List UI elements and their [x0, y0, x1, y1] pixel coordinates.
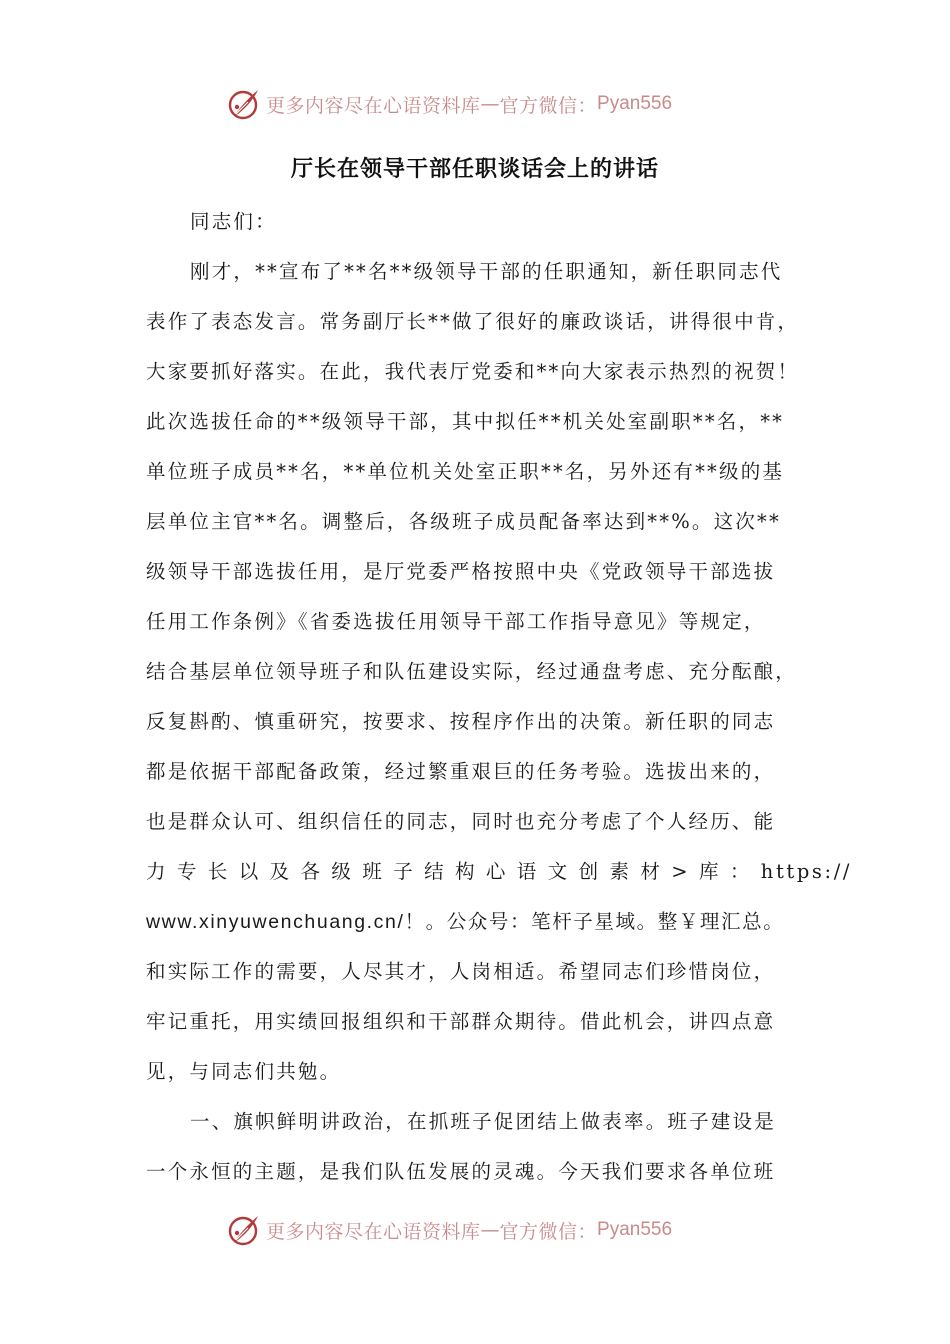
footer-watermark: [226, 1210, 746, 1250]
body-line: 力 专 长 以 及 各 级 班 子 结 构 心 语 文 创 素 材 > 库 ： https://: [146, 860, 853, 883]
body-line: 任用工作条例》《省委选拔任用领导干部工作指导意见》等规定，: [146, 610, 766, 633]
quill-logo-icon: [226, 1212, 262, 1248]
watermark-separator: —: [480, 1219, 500, 1241]
body-line: 大家要抓好落实。在此，我代表厅党委和**向大家表示热烈的祝贺！: [146, 360, 800, 383]
body-line: 和实际工作的需要，人尽其才，人岗相适。希望同志们珍惜岗位，: [146, 960, 776, 983]
body-line: 级领导干部选拔任用，是厅党委严格按照中央《党政领导干部选拔: [146, 560, 776, 583]
body-line: 见，与同志们共勉。: [146, 1060, 342, 1083]
body-line: 一个永恒的主题，是我们队伍发展的灵魂。今天我们要求各单位班: [146, 1160, 776, 1183]
body-line: 单位班子成员**名，**单位机关处室正职**名，另外还有**级的基: [146, 460, 785, 483]
body-line: 刚才，**宣布了**名**级领导干部的任职通知，新任职同志代: [190, 260, 783, 283]
salutation-line: 同志们：: [190, 210, 277, 233]
body-line: 反复斟酌、慎重研究，按要求、按程序作出的决策。新任职的同志: [146, 710, 776, 733]
watermark-wechat-label: 官方微信：: [499, 94, 598, 117]
body-line: 表作了表态发言。常务副厅长**做了很好的廉政谈话，讲得很中肯，: [146, 310, 800, 333]
watermark-text: 更多内容尽在心语资料库: [266, 1220, 481, 1243]
watermark-separator: —: [480, 93, 500, 115]
watermark-wechat-label: 官方微信：: [499, 1220, 598, 1243]
body-line: 此次选拔任命的**级领导干部，其中拟任**机关处室副职**名，**: [146, 410, 785, 433]
body-line-url: www.xinyuwenchuang.cn/！。公众号：笔杆子星域。整￥理汇总。: [146, 911, 785, 933]
body-line: 都是依据干部配备政策，经过繁重艰巨的任务考验。选拔出来的，: [146, 760, 776, 783]
body-line: 层单位主官**名。调整后，各级班子成员配备率达到**%。这次**: [146, 510, 781, 533]
body-line: 结合基层单位领导班子和队伍建设实际，经过通盘考虑、充分酝酿，: [146, 660, 798, 683]
watermark-text: 更多内容尽在心语资料库: [266, 94, 481, 117]
watermark-wechat-id: Pyan556: [597, 93, 673, 114]
section-heading-line: 一、旗帜鲜明讲政治，在抓班子促团结上做表率。班子建设是: [190, 1110, 776, 1133]
body-line: 也是群众认可、组织信任的同志，同时也充分考虑了个人经历、能: [146, 810, 776, 833]
header-watermark: [226, 84, 746, 124]
quill-logo-icon: [226, 86, 262, 122]
watermark-wechat-id: Pyan556: [597, 1219, 673, 1240]
body-line: 牢记重托，用实绩回报组织和干部群众期待。借此机会，讲四点意: [146, 1010, 776, 1033]
document-title: 厅长在领导干部任职谈话会上的讲话: [290, 157, 659, 182]
